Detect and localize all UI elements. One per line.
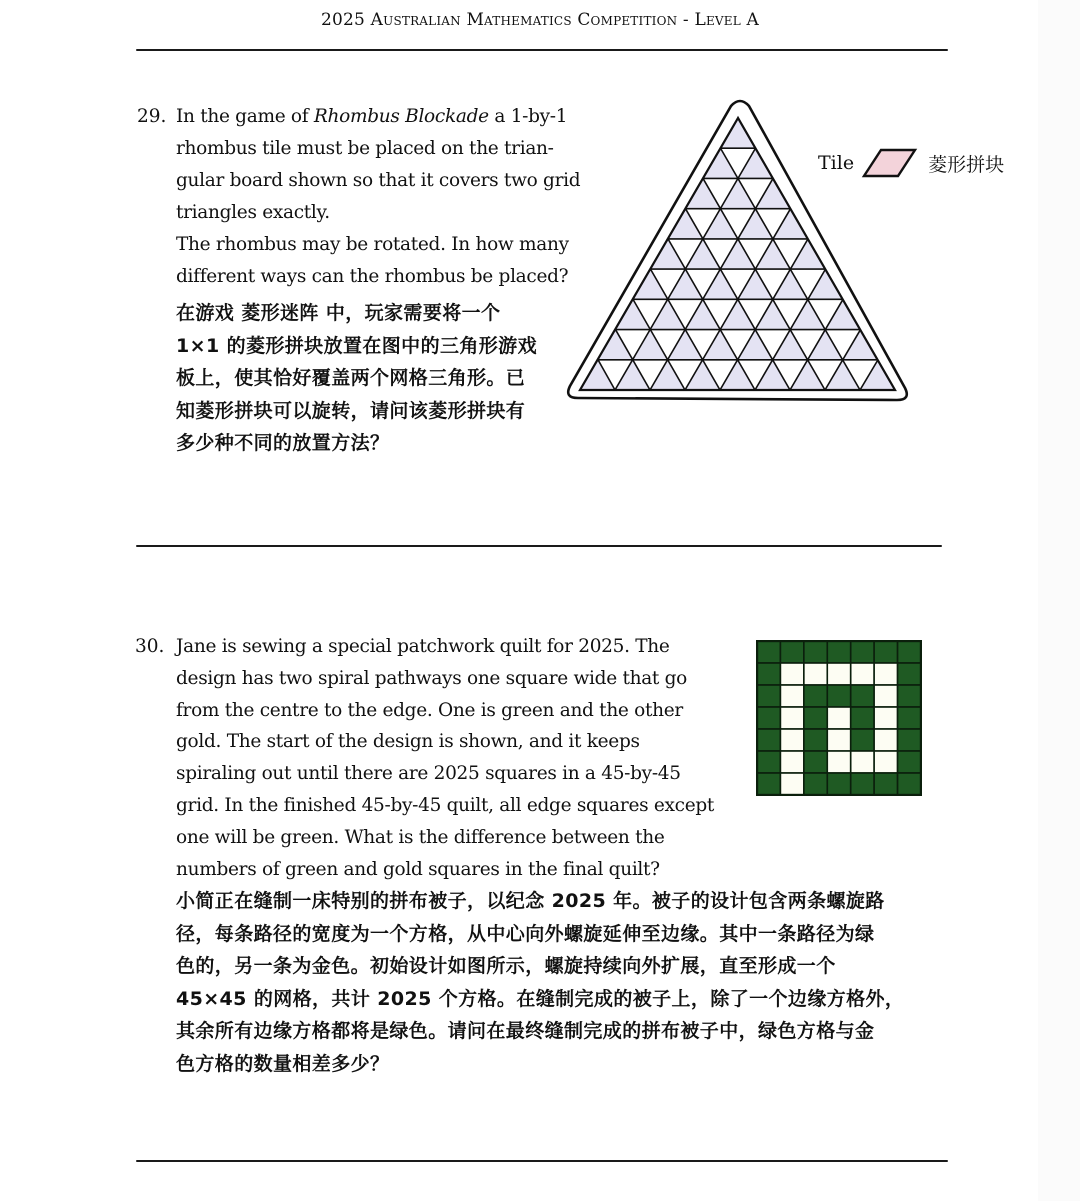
board-cell-up [686, 239, 721, 269]
question-29-number: 29. [137, 106, 167, 127]
quilt-square-gold [780, 729, 803, 751]
quilt-square-green [851, 773, 874, 795]
board-cell-up [773, 330, 808, 360]
board-cell-up [738, 269, 773, 299]
question-30-english-text: Jane is sewing a special patchwork quilt for 2025. The design has two spiral pathways one square wide that go from the centre to the edge. One is green and the other gold. The start of the design is shown, and it keeps spiraling out until there are 2025 squares in a 45-by-45 grid. In the finished 45-by-45 quilt, all edge squares except one will be green. What is the difference between the numbers of green and gold squares in the final quilt? [176, 636, 715, 880]
quilt-square-green [757, 663, 780, 685]
quilt-square-gold [780, 751, 803, 773]
quilt-square-gold [827, 663, 850, 685]
board-cell-up [791, 299, 826, 329]
board-cell-up [581, 360, 616, 390]
board-cell-up [738, 330, 773, 360]
tile-legend [818, 146, 1004, 180]
board-cell-up [703, 209, 738, 239]
quilt-square-gold [827, 707, 850, 729]
board-cell-up [651, 299, 686, 329]
quilt-square-gold [874, 663, 897, 685]
quilt-square-gold [874, 729, 897, 751]
quilt-square-green [757, 773, 780, 795]
board-cell-up [721, 239, 756, 269]
question-30-number: 30. [135, 636, 165, 657]
quilt-square-green [898, 729, 921, 751]
quilt-square-green [827, 685, 850, 707]
board-cell-up [703, 330, 738, 360]
spiral-quilt-figure [756, 640, 922, 796]
board-cell-up [668, 209, 703, 239]
quilt-square-gold [780, 685, 803, 707]
quilt-square-green [874, 641, 897, 663]
quilt-square-green [827, 773, 850, 795]
board-cell-up [843, 330, 878, 360]
board-cell-up [773, 209, 808, 239]
board-cell-up [826, 299, 861, 329]
board-cell-up [703, 269, 738, 299]
quilt-square-green [898, 751, 921, 773]
quilt-square-green [898, 685, 921, 707]
board-cell-up [686, 360, 721, 390]
board-cell-up [756, 239, 791, 269]
question-29-line-5: The rhombus may be rotated. In how many [176, 234, 569, 255]
quilt-square-green [804, 729, 827, 751]
quilt-square-green [851, 707, 874, 729]
board-cell-up [668, 330, 703, 360]
quilt-square-green [780, 641, 803, 663]
question-divider-1 [136, 545, 942, 547]
quilt-square-gold [874, 707, 897, 729]
board-cell-up [651, 360, 686, 390]
quilt-square-green [757, 685, 780, 707]
board-cell-up [668, 269, 703, 299]
board-cell-up [756, 299, 791, 329]
board-cell-up [616, 299, 651, 329]
quilt-square-green [804, 751, 827, 773]
board-cell-up [721, 178, 756, 208]
board-cell-up [756, 360, 791, 390]
quilt-square-green [898, 641, 921, 663]
board-cell-up [686, 178, 721, 208]
quilt-square-green [804, 641, 827, 663]
quilt-square-green [827, 641, 850, 663]
quilt-square-gold [851, 663, 874, 685]
board-cell-up [808, 269, 843, 299]
question-29-line-3: gular board shown so that it covers two grid [176, 170, 581, 191]
rhombus-tile-icon [860, 147, 918, 179]
page-header-title: 2025 Australian Mathematics Competition - Level A [320, 10, 760, 30]
quilt-square-gold [827, 751, 850, 773]
board-cell-up [686, 299, 721, 329]
question-29-line-2: rhombus tile must be placed on the trian- [176, 138, 554, 159]
board-cell-up [738, 148, 773, 178]
board-cell-up [721, 299, 756, 329]
board-cell-up [651, 239, 686, 269]
board-cell-up [703, 148, 738, 178]
quilt-square-green [898, 663, 921, 685]
board-cell-up [721, 360, 756, 390]
question-29-line-4: triangles exactly. [176, 202, 330, 223]
board-cell-up [826, 360, 861, 390]
question-29-line-1: In the game of Rhombus Blockade a 1-by-1 [176, 106, 568, 127]
tile-label-chinese: 菱形拼块 [928, 153, 1005, 176]
board-cell-up [738, 209, 773, 239]
quilt-square-green [851, 641, 874, 663]
triangular-board-figure [0, 0, 1080, 420]
question-29-chinese-text: 在游戏 菱形迷阵 中，玩家需要将一个 1×1 的菱形拼块放置在图中的三角形游戏 板上，使其恰好覆盖两个网格三角形。已 知菱形拼块可以旋转，请问该菱形拼块有 多少种不同的放置方法？ [176, 302, 537, 454]
quilt-square-gold [874, 751, 897, 773]
quilt-square-green [757, 707, 780, 729]
board-cell-up [808, 330, 843, 360]
quilt-square-gold [874, 685, 897, 707]
board-cell-up [598, 330, 633, 360]
quilt-square-green [804, 685, 827, 707]
board-cell-up [773, 269, 808, 299]
quilt-square-green [757, 751, 780, 773]
quilt-square-green [804, 773, 827, 795]
board-cell-up [791, 239, 826, 269]
quilt-square-green [757, 641, 780, 663]
board-cell-up [633, 269, 668, 299]
quilt-square-gold [780, 707, 803, 729]
quilt-square-green [898, 707, 921, 729]
question-divider-2 [136, 1160, 948, 1162]
quilt-square-green [898, 773, 921, 795]
quilt-square-gold [804, 663, 827, 685]
quilt-square-gold [780, 773, 803, 795]
board-cell-up [633, 330, 668, 360]
quilt-square-green [851, 685, 874, 707]
tile-label: Tile [818, 152, 855, 174]
quilt-square-green [874, 773, 897, 795]
board-cell-up [756, 178, 791, 208]
question-29-line-6: different ways can the rhombus be placed? [176, 266, 569, 287]
quilt-square-gold [780, 663, 803, 685]
quilt-square-green [804, 707, 827, 729]
board-cell-up [791, 360, 826, 390]
quilt-square-green [757, 729, 780, 751]
board-cell-up [861, 360, 896, 390]
quilt-square-gold [851, 751, 874, 773]
question-30-chinese-text: 小简正在缝制一床特别的拼布被子，以纪念 2025 年。被子的设计包含两条螺旋路 径，每条路径的宽度为一个方格，从中心向外螺旋延伸至边缘。其中一条路径为绿 色的，另一条为金色。初始设计如图所示，螺旋持续向外扩展，直至形成一个 45×45 的网格，共计 2025 个方格。在缝制完成的被子上，除了一个边缘方格外， 其余所有边缘方格都将是绿色。请问在最终缝制完成的拼布被子中，绿色方格与金 色方格的数量相差多少？ [176, 890, 905, 1075]
quilt-square-green [851, 729, 874, 751]
game-name: Rhombus Blockade [313, 106, 489, 127]
board-cell-up [616, 360, 651, 390]
board-cell-up [721, 118, 756, 148]
quilt-square-gold [827, 729, 850, 751]
